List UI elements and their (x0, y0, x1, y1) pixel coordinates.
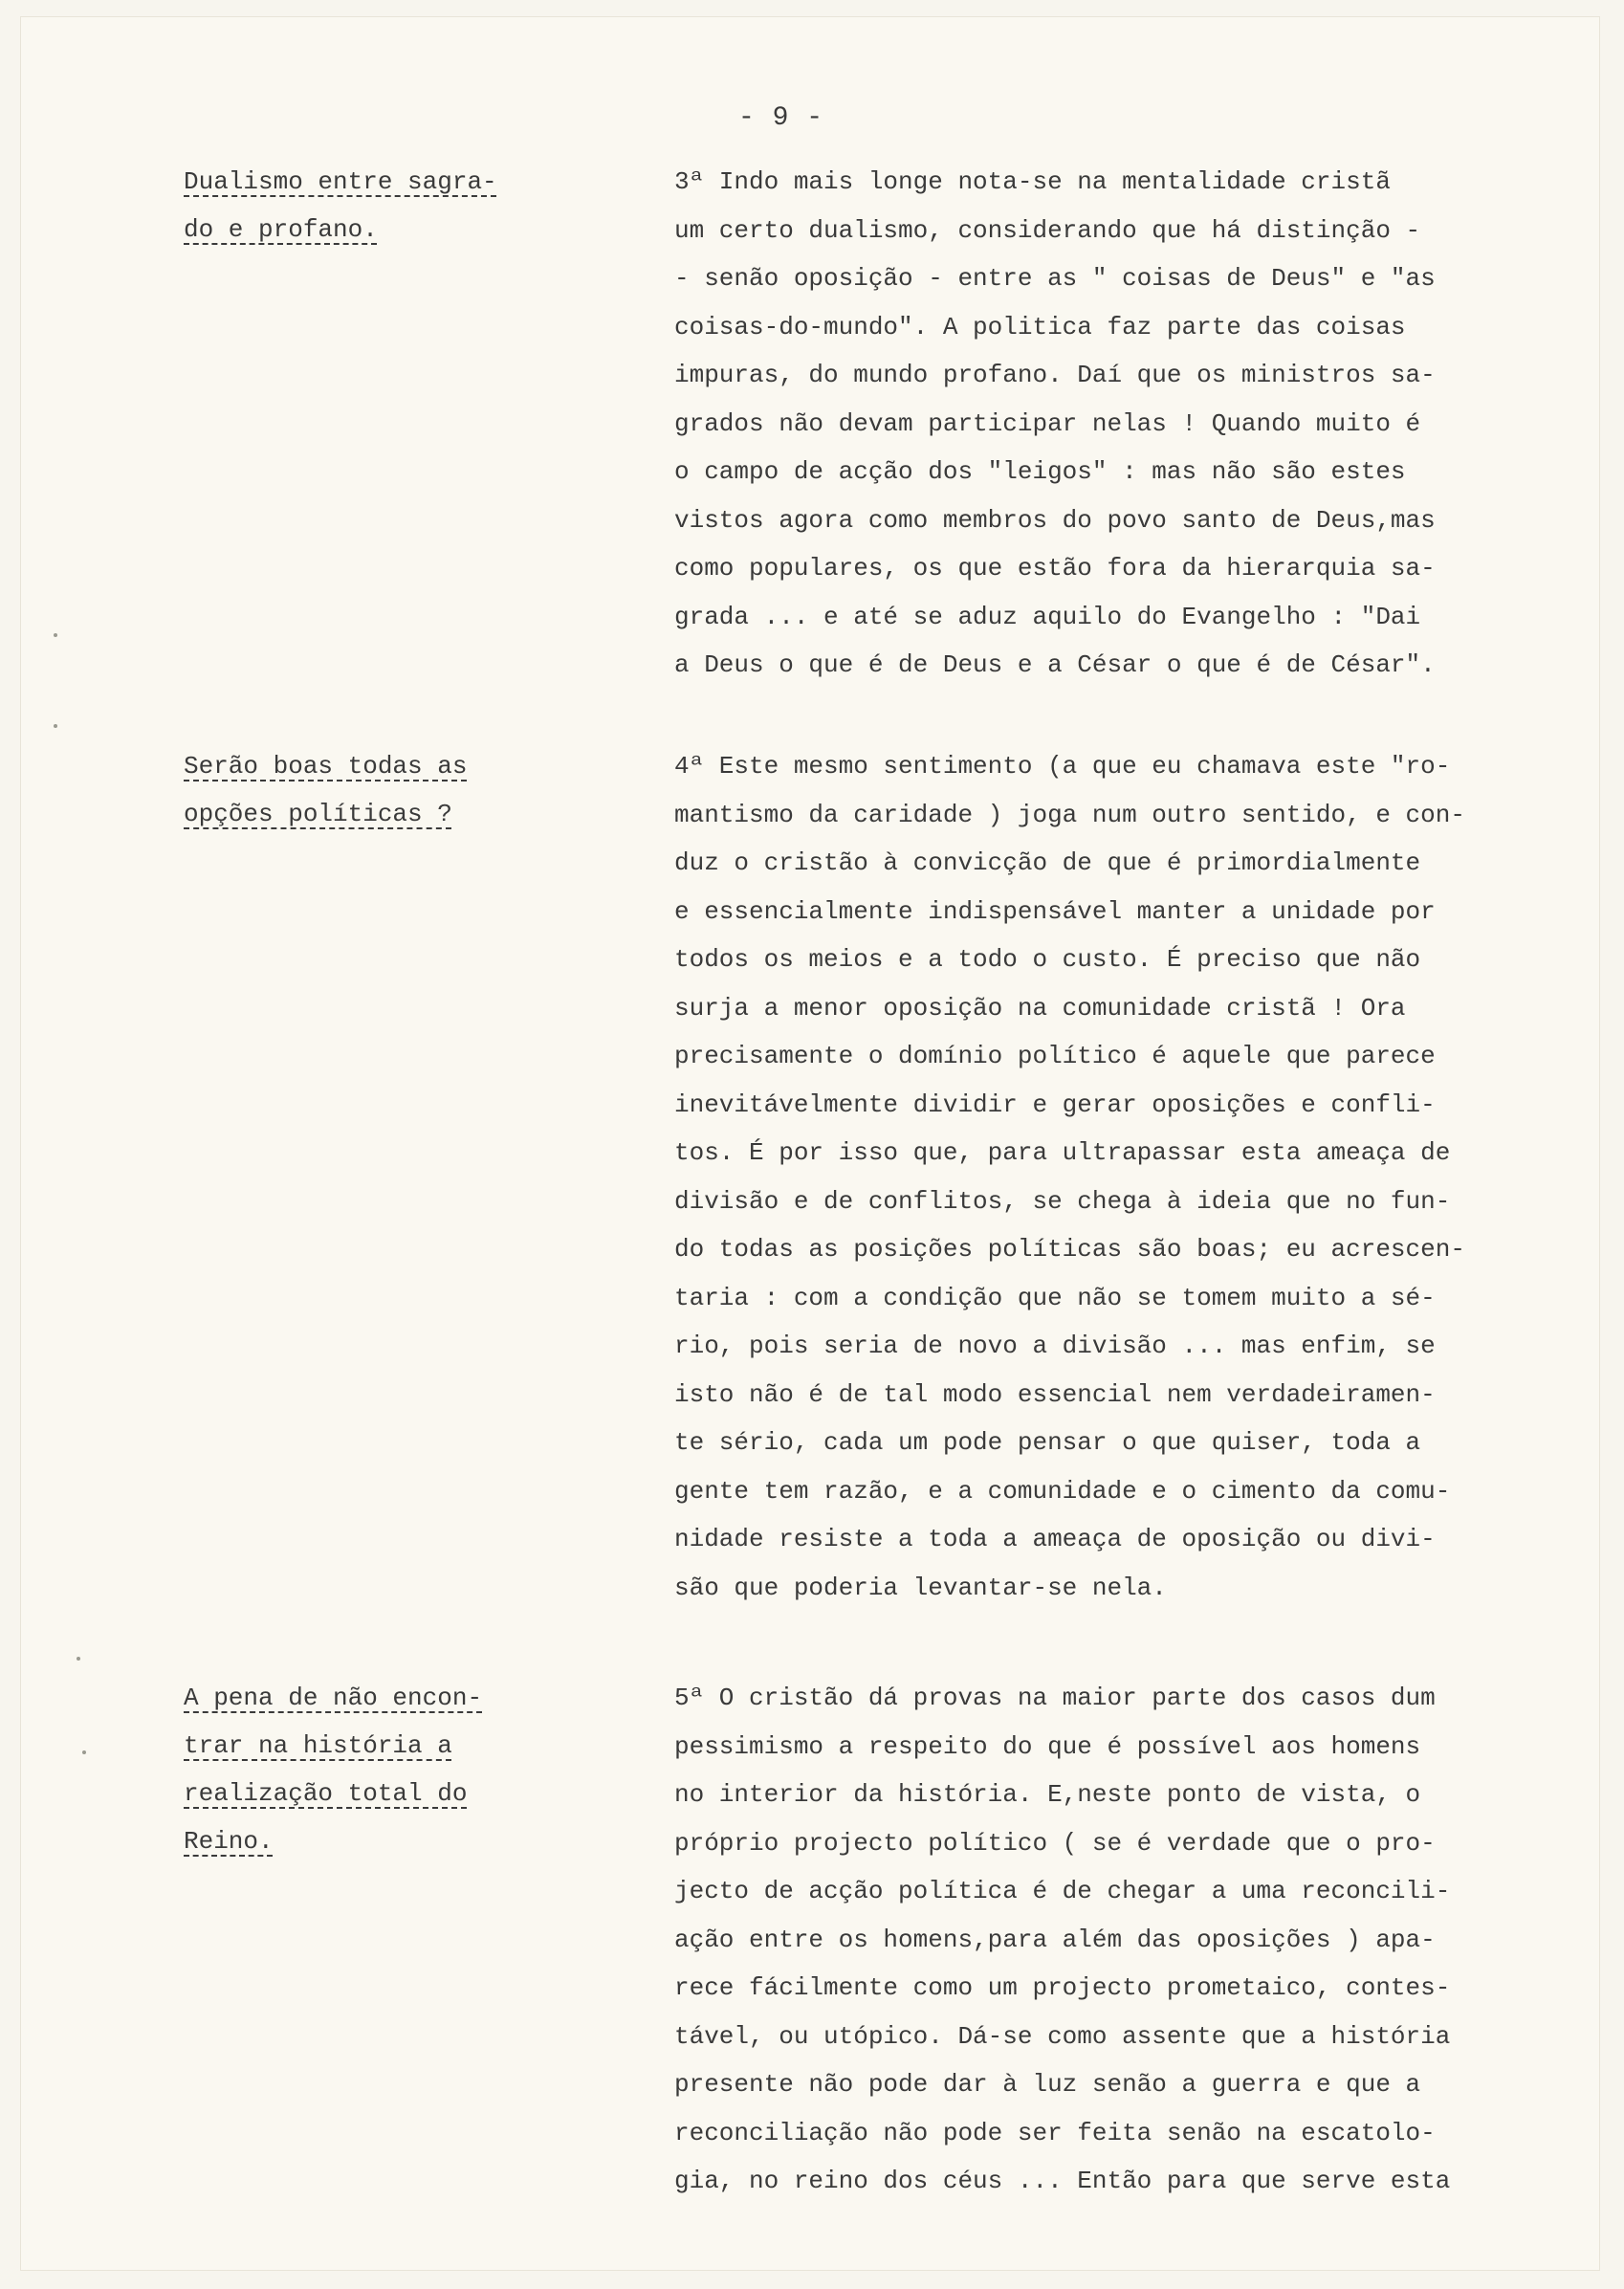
text-line: a Deus o que é de Deus e a César o que é de César". (674, 650, 1436, 679)
text-line: 3ª Indo mais longe nota-se na mentalidade cristã (674, 167, 1391, 196)
margin-note-line: trar na história a (184, 1731, 452, 1760)
text-line: são que poderia levantar-se nela. (674, 1573, 1167, 1602)
text-line: próprio projecto político ( se é verdade que o pro- (674, 1828, 1436, 1858)
text-line: te sério, cada um pode pensar o que quiser, toda a (674, 1428, 1421, 1457)
text-line: taria : com a condição que não se tomem muito a sé- (674, 1283, 1436, 1312)
text-line: divisão e de conflitos, se chega à ideia que no fun- (674, 1186, 1451, 1216)
text-line: no interior da história. E,neste ponto de vista, o (674, 1780, 1421, 1809)
text-line: impuras, do mundo profano. Daí que os ministros sa- (674, 361, 1436, 389)
text-line: nidade resiste a toda a ameaça de oposição ou divi- (674, 1525, 1436, 1553)
page-number: - 9 - (738, 103, 824, 133)
margin-note-line: realização total do (184, 1779, 468, 1808)
text-line: grados não devam participar nelas ! Quando muito é (674, 408, 1421, 438)
text-line: 4ª Este mesmo sentimento (a que eu chamava este "ro- (674, 752, 1451, 781)
text-line: um certo dualismo, considerando que há distinção - (674, 215, 1421, 245)
text-line: rio, pois seria de novo a divisão ... mas enfim, se (674, 1332, 1436, 1360)
paper-speck (54, 724, 57, 728)
text-line: tos. É por isso que, para ultrapassar esta ameaça de (674, 1138, 1451, 1167)
margin-note-line: Dualismo entre sagra- (184, 167, 497, 196)
text-line: surja a menor oposição na comunidade cristã ! Ora (674, 993, 1406, 1023)
text-line: como populares, os que estão fora da hierarquia sa- (674, 554, 1436, 583)
text-line: tável, ou utópico. Dá-se como assente que a história (674, 2021, 1451, 2051)
text-line: mantismo da caridade ) joga num outro sentido, e con- (674, 800, 1465, 829)
text-line: duz o cristão à convicção de que é primordialmente (674, 848, 1421, 877)
paragraph-5 (674, 1674, 1554, 2206)
paper-speck (77, 1657, 80, 1661)
paper-speck (54, 633, 57, 637)
margin-note-kingdom (184, 1674, 538, 1865)
text-line: presente não pode dar à luz senão a guerra e que a (674, 2070, 1421, 2099)
margin-note-dualism (184, 158, 538, 253)
text-line: isto não é de tal modo essencial nem verdadeiramen- (674, 1379, 1436, 1409)
text-line: precisamente o domínio político é aquele que parece (674, 1042, 1436, 1070)
paragraph-4 (674, 742, 1554, 1612)
text-line: 5ª O cristão dá provas na maior parte dos casos dum (674, 1684, 1436, 1712)
margin-note-political-options (184, 742, 538, 838)
margin-note-line: opções políticas ? (184, 800, 452, 828)
text-line: todos os meios e a todo o custo. É preciso que não (674, 945, 1421, 974)
text-line: pessimismo a respeito do que é possível aos homens (674, 1731, 1421, 1761)
text-line: gente tem razão, e a comunidade e o cimento da comu- (674, 1476, 1451, 1506)
margin-note-line: A pena de não encon- (184, 1684, 483, 1712)
text-line: do todas as posições políticas são boas; eu acrescen- (674, 1235, 1465, 1264)
margin-note-line: do e profano. (184, 215, 378, 244)
paper-speck (82, 1750, 86, 1754)
text-line: inevitávelmente dividir e gerar oposições e confli- (674, 1089, 1436, 1119)
text-line: coisas-do-mundo". A politica faz parte das coisas (674, 312, 1406, 341)
margin-note-line: Serão boas todas as (184, 752, 468, 781)
text-line: - senão oposição - entre as " coisas de Deus" e "as (674, 264, 1436, 293)
margin-note-line: Reino. (184, 1827, 274, 1856)
text-line: jecto de acção política é de chegar a uma reconcili- (674, 1877, 1451, 1905)
text-line: ação entre os homens,para além das oposições ) apa- (674, 1925, 1436, 1954)
text-line: reconciliação não pode ser feita senão na escatolo- (674, 2118, 1436, 2147)
text-line: e essencialmente indispensável manter a unidade por (674, 896, 1436, 926)
text-line: vistos agora como membros do povo santo de Deus,mas (674, 505, 1436, 535)
text-line: rece fácilmente como um projecto prometaico, contes- (674, 1973, 1451, 2002)
text-line: o campo de acção dos "leigos" : mas não são estes (674, 457, 1406, 486)
text-line: grada ... e até se aduz aquilo do Evangelho : "Dai (674, 602, 1421, 631)
text-line: gia, no reino dos céus ... Então para que serve esta (674, 2167, 1451, 2195)
paragraph-3 (674, 158, 1554, 690)
